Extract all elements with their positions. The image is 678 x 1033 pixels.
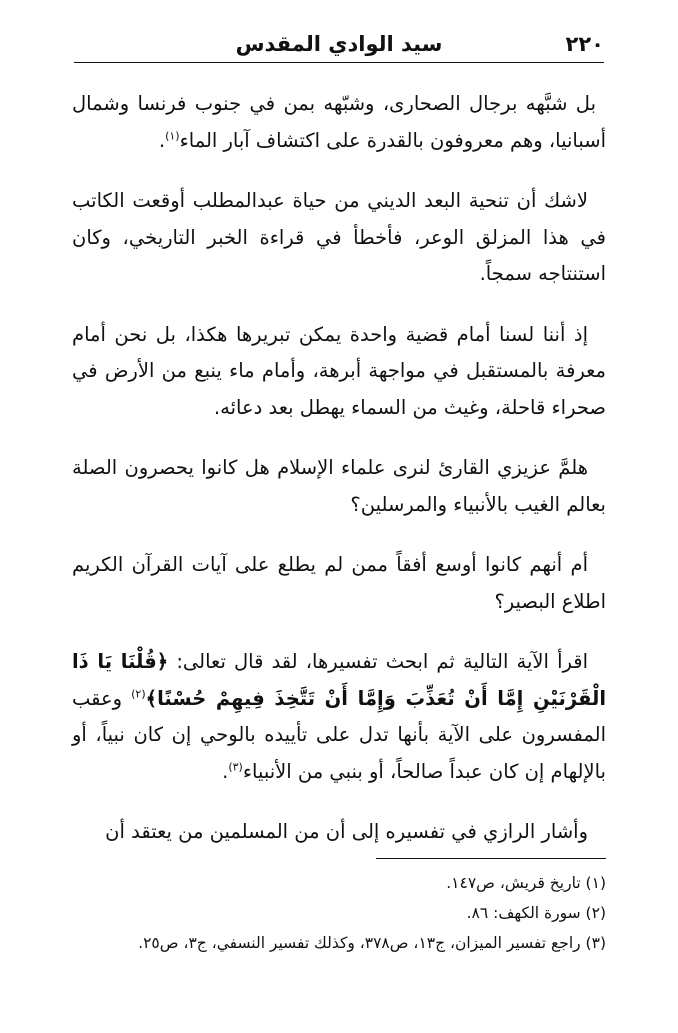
quran-verse: ﴿قُلْنَا يَا ذَا الْقَرْنَيْنِ إِمَّا أَنْ تُعَذِّبَ وَإِمَّا أَنْ تَتَّخِذَ فِيهِمْ حُسْنًا﴾ xyxy=(72,650,607,710)
footnote-1: (١) تاريخ قريش، ص١٤٧. xyxy=(446,874,606,892)
paragraph-5: أم أنهم كانوا أوسع أفقاً ممن لم يطلع على آيات القرآن الكريم اطلاع البصير؟ xyxy=(72,553,606,613)
footnotes xyxy=(72,868,606,958)
paragraph-6: اقرأ الآية التالية ثم ابحث تفسيرها، لقد قال تعالى: ﴿قُلْنَا يَا ذَا الْقَرْنَيْنِ إِمَّا أَنْ تُعَذِّبَ وَإِمَّا أَنْ تَتَّخِذَ فِيهِمْ حُسْنًا﴾$^{(٢)}$ وعقب المفسرون على الآية بأنها تدل على تأييده بالوحي إن كان نبياً، أو بالإلهام إن كان عبداً صالحاً، أو بنبي من الأنبياء$^{(٣)}$. xyxy=(72,650,607,783)
footnote-ref-1: (١) xyxy=(165,129,180,142)
paragraph-4: هلمَّ عزيزي القارئ لنرى علماء الإسلام هل كانوا يحصرون الصلة بعالم الغيب بالأنبياء والمرسلين؟ xyxy=(72,456,606,516)
footnote-ref-3: (٣) xyxy=(228,760,243,773)
footnote-divider xyxy=(376,858,606,859)
page-header xyxy=(74,32,604,63)
body-text xyxy=(72,86,606,875)
running-title: سيد الوادي المقدس xyxy=(235,32,443,56)
page-number: ٢٢٠ xyxy=(565,32,604,56)
paragraph-1: بل شبَّهه برجال الصحارى، وشبّهه بمن في جنوب فرنسا وشمال أسبانيا، وهم معروفون بالقدرة على اكتشاف آبار الماء$^{(١)}$. xyxy=(72,92,606,152)
paragraph-2: لاشك أن تنحية البعد الديني من حياة عبدالمطلب أوقعت الكاتب في هذا المزلق الوعر، فأخطأ في قراءة الخبر التاريخي، وكان استنتاجه سمجاً. xyxy=(72,189,606,285)
footnote-ref-2: (٢) xyxy=(131,687,146,700)
paragraph-7: وأشار الرازي في تفسيره إلى أن من المسلمين من يعتقد أن xyxy=(105,820,588,843)
footnote-2: (٢) سورة الكهف: ٨٦. xyxy=(466,904,606,922)
paragraph-3: إذ أننا لسنا أمام قضية واحدة يمكن تبريرها هكذا، بل نحن أمام معرفة بالمستقبل في مواجهة أبرهة، وأمام ماء ينبع من الأرض في صحراء قاحلة، وغيث من السماء يهطل بعد دعائه. xyxy=(72,322,606,419)
footnote-3: (٣) راجع تفسير الميزان، ج١٣، ص٣٧٨، وكذلك تفسير النسفي، ج٣، ص٢٥. xyxy=(138,934,606,952)
